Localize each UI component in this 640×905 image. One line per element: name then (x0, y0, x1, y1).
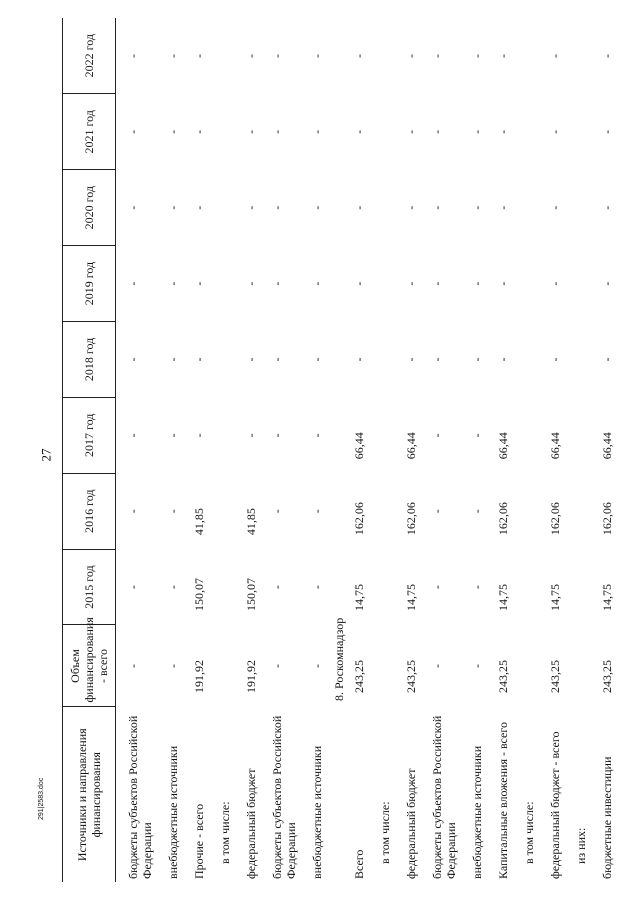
footer-code (38, 777, 138, 830)
header-year-2019: 2019 год (63, 246, 116, 322)
financing-table (62, 18, 620, 882)
row-label: бюджетные инвестиции (600, 756, 614, 879)
row-value: - (166, 53, 180, 58)
header-year-2021: 2021 год (63, 94, 116, 170)
row-value: - (244, 205, 258, 210)
header-year-2015: 2015 год (63, 549, 116, 625)
row-value (516, 170, 542, 246)
row-value: - (430, 357, 444, 362)
row-value: - (470, 281, 484, 286)
row-value (372, 473, 398, 549)
row-value (516, 549, 542, 625)
table-row (372, 18, 398, 882)
row-value: - (548, 281, 562, 286)
row-value: - (352, 281, 366, 286)
row-label: федеральный бюджет (404, 768, 418, 879)
row-value: - (310, 357, 324, 362)
row-value: - (548, 53, 562, 58)
row-value (372, 170, 398, 246)
row-value (568, 94, 594, 170)
row-value: - (166, 433, 180, 438)
row-value: 41,85 (244, 508, 258, 536)
row-label: из них: (574, 827, 588, 864)
row-value: 243,25 (600, 660, 614, 693)
section-title-cell (330, 18, 346, 882)
row-value: - (310, 509, 324, 514)
header-sources: Источники и направления финансирования (63, 707, 116, 882)
row-value: - (404, 205, 418, 210)
row-value (372, 549, 398, 625)
row-value: 14,75 (352, 584, 366, 611)
row-value: - (600, 53, 614, 58)
row-value: 191,92 (244, 660, 258, 693)
row-value: 243,25 (496, 660, 510, 693)
row-value: - (352, 357, 366, 362)
row-value (516, 322, 542, 398)
row-value (568, 397, 594, 473)
row-value: - (548, 205, 562, 210)
row-value: - (126, 509, 140, 514)
table-row (238, 18, 264, 882)
row-label: в том числе: (378, 801, 392, 864)
row-value: 243,25 (404, 660, 418, 693)
row-value (516, 473, 542, 549)
row-value: - (166, 281, 180, 286)
row-value: - (192, 357, 206, 362)
row-value (212, 473, 238, 549)
row-value: - (310, 129, 324, 134)
row-value: 243,25 (352, 660, 366, 693)
row-label: внебюджетные источники (166, 745, 180, 879)
row-value (568, 549, 594, 625)
row-value (372, 322, 398, 398)
table-row (398, 18, 424, 882)
row-value: - (270, 433, 284, 438)
row-value: - (310, 281, 324, 286)
row-label: в том числе: (218, 801, 232, 864)
row-label: в том числе: (522, 801, 536, 864)
row-value (516, 94, 542, 170)
row-value (372, 94, 398, 170)
row-value: - (470, 129, 484, 134)
table-row (568, 18, 594, 882)
row-value: - (244, 281, 258, 286)
row-value: - (192, 433, 206, 438)
row-value: - (244, 53, 258, 58)
table-row (516, 18, 542, 882)
row-value: - (548, 129, 562, 134)
row-value: - (430, 53, 444, 58)
row-value: 14,75 (548, 584, 562, 611)
row-value (568, 322, 594, 398)
row-value: 162,06 (352, 502, 366, 536)
row-value: - (430, 281, 444, 286)
row-value: - (270, 664, 284, 668)
row-value: - (600, 357, 614, 362)
row-value: - (310, 664, 324, 668)
row-value: 162,06 (600, 502, 614, 536)
row-value: - (270, 585, 284, 590)
table-row (186, 18, 212, 882)
row-value: - (244, 433, 258, 438)
table-row (264, 18, 304, 882)
row-value: - (404, 53, 418, 58)
row-value: - (126, 357, 140, 362)
row-label: Капитальные вложения - всего (496, 722, 510, 879)
table-row (160, 18, 186, 882)
table-body (116, 18, 621, 882)
row-label: бюджеты субъектов Российской Федерации (430, 715, 458, 879)
table-row (212, 18, 238, 882)
row-label: Всего (352, 849, 366, 879)
row-value (568, 625, 594, 707)
row-value: - (270, 129, 284, 134)
header-year-2018: 2018 год (63, 322, 116, 398)
row-value (372, 246, 398, 322)
table-row (594, 18, 620, 882)
row-value: - (470, 585, 484, 590)
row-value: - (192, 53, 206, 58)
row-value: - (126, 205, 140, 210)
row-value: - (244, 129, 258, 134)
row-value: - (600, 129, 614, 134)
row-value: - (270, 53, 284, 58)
header-total-volume: Объем финансирования - всего (63, 625, 116, 707)
row-value: - (126, 53, 140, 58)
row-value: - (270, 205, 284, 210)
table-row (464, 18, 490, 882)
row-value (212, 94, 238, 170)
header-year-2016: 2016 год (63, 473, 116, 549)
row-value: 162,06 (496, 502, 510, 536)
row-value: - (496, 129, 510, 134)
row-value: - (166, 509, 180, 514)
row-value: - (192, 281, 206, 286)
row-value: - (470, 509, 484, 514)
row-value: - (470, 53, 484, 58)
row-value: - (126, 585, 140, 590)
row-value (568, 170, 594, 246)
footer-code-text: 291|2583.doc (38, 777, 45, 820)
row-value: - (470, 357, 484, 362)
row-value: - (470, 205, 484, 210)
row-value: - (404, 357, 418, 362)
row-value (568, 246, 594, 322)
row-value: - (310, 433, 324, 438)
row-value: - (496, 357, 510, 362)
row-label: Прочие - всего (192, 803, 206, 879)
row-value: 150,07 (192, 578, 206, 611)
row-value (212, 246, 238, 322)
row-value: - (548, 357, 562, 362)
row-value: - (404, 281, 418, 286)
row-value: 66,44 (404, 432, 418, 460)
row-value (516, 18, 542, 94)
row-value: - (310, 205, 324, 210)
row-value: - (430, 509, 444, 514)
row-value: - (470, 664, 484, 668)
row-value: - (352, 53, 366, 58)
table-header-row (63, 18, 116, 882)
row-label: бюджеты субъектов Российской Федерации (270, 715, 298, 879)
row-value: - (430, 205, 444, 210)
row-value: - (270, 281, 284, 286)
row-value: - (126, 664, 140, 668)
row-value: 243,25 (548, 660, 562, 693)
row-value: 66,44 (496, 432, 510, 460)
row-value: - (430, 129, 444, 134)
row-value: - (352, 129, 366, 134)
table-row (304, 18, 330, 882)
section-title: 8. Роскомнадзор (332, 617, 346, 701)
table-row (346, 18, 372, 882)
row-label: федеральный бюджет (244, 768, 258, 879)
row-value: - (166, 664, 180, 668)
row-value (516, 246, 542, 322)
row-value (212, 18, 238, 94)
row-value: - (126, 433, 140, 438)
row-value (212, 170, 238, 246)
page-number-text: 27 (38, 448, 54, 462)
row-value (568, 473, 594, 549)
row-value: 66,44 (352, 432, 366, 460)
row-value: 66,44 (600, 432, 614, 460)
page-number (40, 447, 60, 461)
row-value: - (244, 357, 258, 362)
row-label: федеральный бюджет - всего (548, 731, 562, 879)
row-label: внебюджетные источники (470, 745, 484, 879)
row-value: - (496, 53, 510, 58)
row-value: - (600, 205, 614, 210)
row-value: - (192, 205, 206, 210)
header-year-2022: 2022 год (63, 18, 116, 94)
row-value: - (496, 281, 510, 286)
row-value: 14,75 (600, 584, 614, 611)
row-value: - (166, 357, 180, 362)
row-value: 41,85 (192, 508, 206, 536)
row-value (372, 625, 398, 707)
row-value: 162,06 (404, 502, 418, 536)
row-value (372, 397, 398, 473)
row-value: - (192, 129, 206, 134)
row-value: - (126, 129, 140, 134)
row-value: - (496, 205, 510, 210)
row-value (212, 397, 238, 473)
row-value (568, 18, 594, 94)
table-row (542, 18, 568, 882)
header-year-2020: 2020 год (63, 170, 116, 246)
row-label: бюджеты субъектов Российской Федерации (126, 715, 154, 879)
row-value: - (270, 357, 284, 362)
row-value: - (600, 281, 614, 286)
row-value (212, 322, 238, 398)
table-row (116, 18, 161, 882)
row-value: - (430, 664, 444, 668)
row-value (212, 549, 238, 625)
row-value: - (270, 509, 284, 514)
row-value: - (352, 205, 366, 210)
row-value (516, 397, 542, 473)
row-value: 191,92 (192, 660, 206, 693)
row-value (212, 625, 238, 707)
row-value: - (126, 281, 140, 286)
row-value: - (470, 433, 484, 438)
row-label: внебюджетные источники (310, 745, 324, 879)
header-year-2017: 2017 год (63, 397, 116, 473)
row-value: 150,07 (244, 578, 258, 611)
row-value: 66,44 (548, 432, 562, 460)
table-row (424, 18, 464, 882)
row-value: - (430, 433, 444, 438)
row-value: - (430, 585, 444, 590)
row-value: 162,06 (548, 502, 562, 536)
section-title-row (330, 18, 346, 882)
rotated-table-sheet (62, 18, 614, 882)
row-value: 14,75 (496, 584, 510, 611)
row-value: 14,75 (404, 584, 418, 611)
row-value (516, 625, 542, 707)
row-value: - (404, 129, 418, 134)
row-value (372, 18, 398, 94)
row-value: - (310, 585, 324, 590)
row-value: - (166, 585, 180, 590)
row-value: - (166, 129, 180, 134)
row-value: - (310, 53, 324, 58)
row-value: - (166, 205, 180, 210)
table-row (490, 18, 516, 882)
